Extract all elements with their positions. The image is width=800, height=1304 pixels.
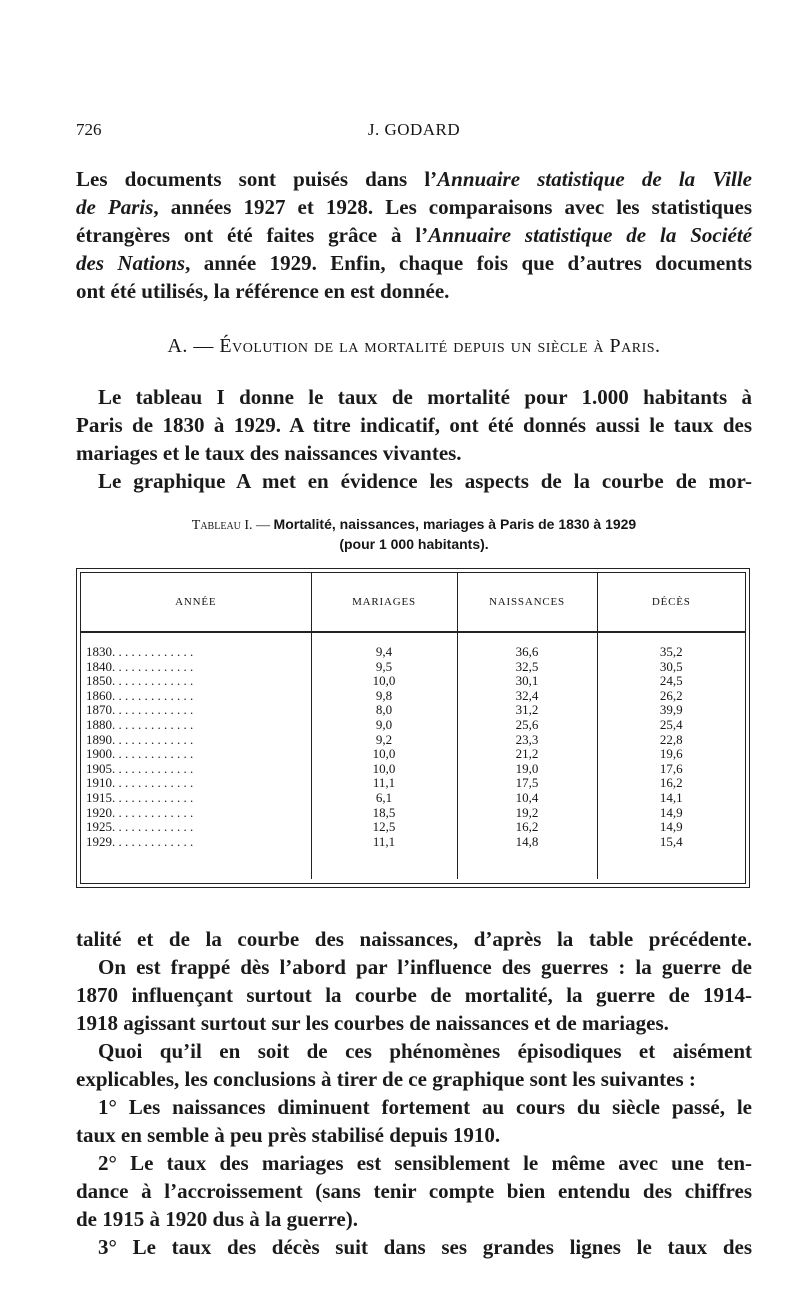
paragraph-line: 3° Le taux des décès suit dans ses grandes lignes le taux des <box>98 1235 752 1259</box>
cell-year: 1850. . . . . . . . . . . . . <box>86 673 194 689</box>
cell-births: 31,2 <box>457 703 597 718</box>
cell-marriages: 11,1 <box>311 835 457 850</box>
cell-deaths: 24,5 <box>597 674 745 689</box>
cell-year: 1880. . . . . . . . . . . . . <box>86 716 194 732</box>
cell-marriages: 9,2 <box>311 733 457 748</box>
cell-year: 1925. . . . . . . . . . . . . <box>86 819 194 835</box>
cell-births: 19,2 <box>457 806 597 821</box>
cell-deaths: 14,9 <box>597 820 745 835</box>
paragraph-line: ont été utilisés, la référence en est donnée. <box>76 279 450 303</box>
cell-deaths: 39,9 <box>597 703 745 718</box>
section-heading: A. — Évolution de la mortalité depuis un siècle à Paris. <box>167 335 661 357</box>
table-row <box>81 645 745 660</box>
table-row <box>81 776 745 791</box>
cell-year: 1915. . . . . . . . . . . . . <box>86 789 194 805</box>
table-row <box>81 806 745 821</box>
paragraph-line: talité et de la courbe des naissances, d’après la table précédente. <box>76 927 752 951</box>
cell-births: 25,6 <box>457 718 597 733</box>
cell-marriages: 6,1 <box>311 791 457 806</box>
column-header-year: ANNÉE <box>81 573 311 632</box>
cell-deaths: 35,2 <box>597 645 745 660</box>
cell-year: 1900. . . . . . . . . . . . . <box>86 746 194 762</box>
table-caption <box>76 515 752 553</box>
table-row <box>81 835 745 850</box>
running-head-author: J. GODARD <box>367 120 461 139</box>
cell-year: 1840. . . . . . . . . . . . . <box>86 658 194 674</box>
table-filler <box>81 849 745 879</box>
data-table <box>81 573 745 879</box>
cell-deaths: 15,4 <box>597 835 745 850</box>
paragraph-line: 2° Le taux des mariages est sensiblement le même avec une ten- <box>98 1151 752 1175</box>
paragraph-line: Quoi qu’il en soit de ces phénomènes épisodiques et aisément <box>98 1039 752 1063</box>
cell-deaths: 22,8 <box>597 733 745 748</box>
cell-births: 14,8 <box>457 835 597 850</box>
cell-marriages: 18,5 <box>311 806 457 821</box>
running-head <box>76 120 752 144</box>
cell-births: 23,3 <box>457 733 597 748</box>
cell-deaths: 30,5 <box>597 660 745 675</box>
cell-deaths: 25,4 <box>597 718 745 733</box>
cell-deaths: 19,6 <box>597 747 745 762</box>
paragraph-line: Paris de 1830 à 1929. A titre indicatif, ont été donnés aussi le taux des <box>76 413 752 437</box>
table-caption-label: Tableau I. — <box>191 518 274 533</box>
table-row <box>81 718 745 733</box>
cell-births: 19,0 <box>457 762 597 777</box>
paragraph-line: taux en semble à peu près stabilisé depuis 1910. <box>76 1123 501 1147</box>
paragraph-line: étrangères ont été faites grâce à l’Annuaire statistique de la Société <box>76 223 753 247</box>
cell-deaths: 26,2 <box>597 689 745 704</box>
cell-marriages: 9,8 <box>311 689 457 704</box>
cell-births: 10,4 <box>457 791 597 806</box>
paragraph-line: des Nations, année 1929. Enfin, chaque fois que d’autres documents <box>76 251 752 275</box>
table-row <box>81 747 745 762</box>
cell-year: 1870. . . . . . . . . . . . . <box>86 702 194 718</box>
cell-births: 30,1 <box>457 674 597 689</box>
table-row <box>81 733 745 748</box>
cell-deaths: 17,6 <box>597 762 745 777</box>
cell-births: 32,5 <box>457 660 597 675</box>
table-caption-sub: (pour 1 000 habitants). <box>339 536 489 552</box>
paragraph-line: 1918 agissant surtout sur les courbes de naissances et de mariages. <box>76 1011 669 1035</box>
cell-births: 21,2 <box>457 747 597 762</box>
cell-deaths: 16,2 <box>597 776 745 791</box>
column-header-deaths: DÉCÈS <box>597 573 745 632</box>
paragraph-line: Le tableau I donne le taux de mortalité pour 1.000 habitants à <box>98 385 752 409</box>
paragraph-line: mariages et le taux des naissances vivantes. <box>76 441 462 465</box>
cell-year: 1905. . . . . . . . . . . . . <box>86 760 194 776</box>
paragraph-line: dance à l’accroissement (sans tenir compte bien entendu des chiffres <box>76 1179 752 1203</box>
cell-births: 17,5 <box>457 776 597 791</box>
paragraph-line: explicables, les conclusions à tirer de ce graphique sont les suivantes : <box>76 1067 696 1091</box>
cell-births: 16,2 <box>457 820 597 835</box>
table-inner-frame <box>80 572 746 884</box>
paragraph-line: 1870 influençant surtout la courbe de mortalité, la guerre de 1914- <box>76 983 752 1007</box>
cell-marriages: 10,0 <box>311 762 457 777</box>
cell-marriages: 10,0 <box>311 674 457 689</box>
cell-year: 1920. . . . . . . . . . . . . <box>86 804 194 820</box>
cell-year: 1860. . . . . . . . . . . . . <box>86 687 194 703</box>
table-row <box>81 762 745 777</box>
paragraph-line: de Paris, années 1927 et 1928. Les comparaisons avec les statistiques <box>76 195 752 219</box>
cell-marriages: 12,5 <box>311 820 457 835</box>
cell-year: 1929. . . . . . . . . . . . . <box>86 833 194 849</box>
table-header-row <box>81 573 745 632</box>
table-row <box>81 820 745 835</box>
cell-marriages: 9,4 <box>311 645 457 660</box>
cell-year: 1830. . . . . . . . . . . . . <box>86 644 194 659</box>
table-row <box>81 689 745 704</box>
table-row <box>81 791 745 806</box>
cell-marriages: 11,1 <box>311 776 457 791</box>
table-row <box>81 674 745 689</box>
column-header-births: NAISSANCES <box>457 573 597 632</box>
paragraph-line: de 1915 à 1920 dus à la guerre). <box>76 1207 358 1231</box>
column-header-marriages: MARIAGES <box>311 573 457 632</box>
paragraph-line: 1° Les naissances diminuent fortement au cours du siècle passé, le <box>98 1095 752 1119</box>
page-number: 726 <box>76 120 102 139</box>
paragraph-line: Les documents sont puisés dans l’Annuaire statistique de la Ville <box>76 167 752 191</box>
cell-marriages: 8,0 <box>311 703 457 718</box>
cell-births: 36,6 <box>457 645 597 660</box>
cell-year: 1890. . . . . . . . . . . . . <box>86 731 194 747</box>
table-body <box>81 632 745 879</box>
cell-year: 1910. . . . . . . . . . . . . <box>86 775 194 791</box>
cell-deaths: 14,1 <box>597 791 745 806</box>
cell-marriages: 9,5 <box>311 660 457 675</box>
table-row <box>81 703 745 718</box>
cell-marriages: 10,0 <box>311 747 457 762</box>
paragraph-line: Le graphique A met en évidence les aspects de la courbe de mor- <box>98 469 752 493</box>
paragraph-line: On est frappé dès l’abord par l’influence des guerres : la guerre de <box>98 955 752 979</box>
cell-marriages: 9,0 <box>311 718 457 733</box>
cell-births: 32,4 <box>457 689 597 704</box>
table-caption-title: Mortalité, naissances, mariages à Paris de 1830 à 1929 <box>273 516 637 532</box>
cell-deaths: 14,9 <box>597 806 745 821</box>
table-frame <box>76 568 750 888</box>
table-row <box>81 660 745 675</box>
